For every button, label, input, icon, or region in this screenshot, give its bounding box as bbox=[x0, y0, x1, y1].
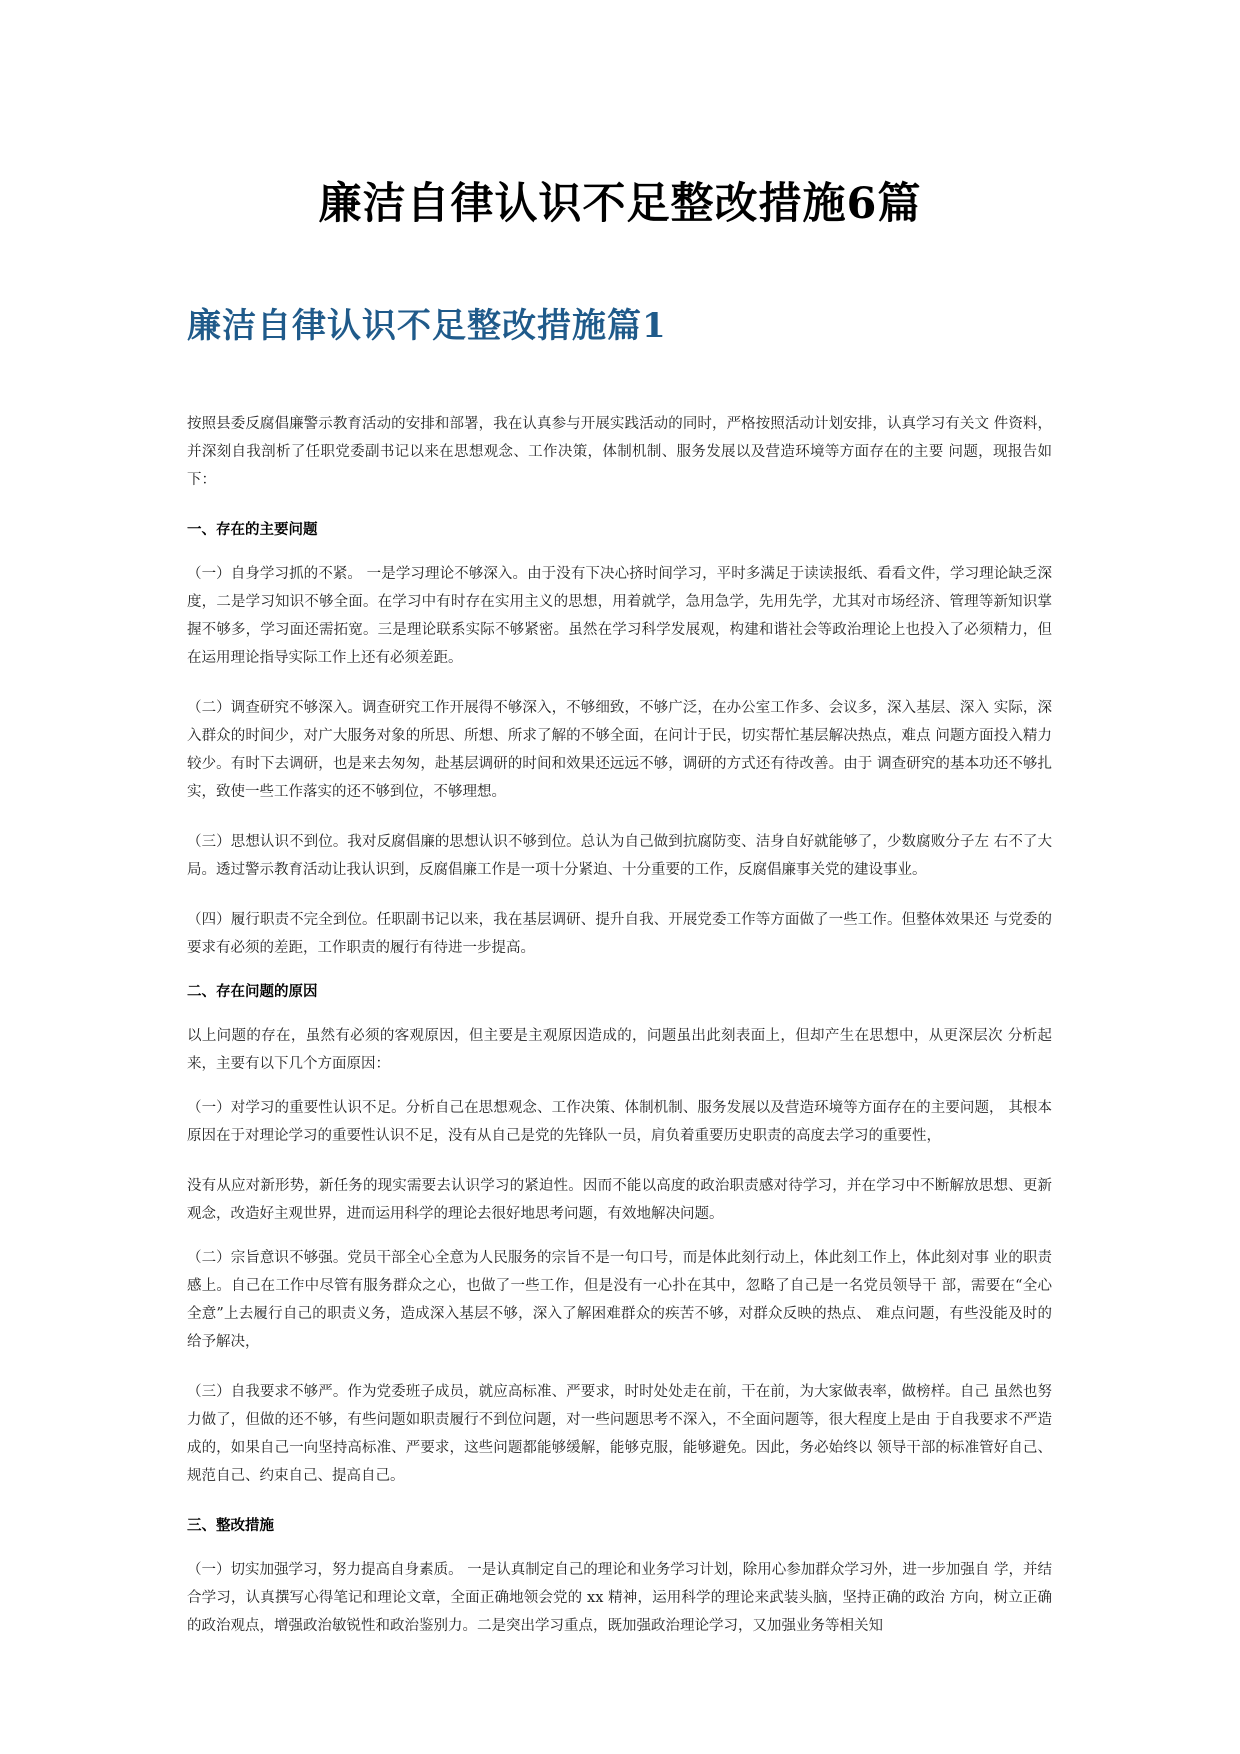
intro-paragraph: 按照县委反腐倡廉警示教育活动的安排和部署，我在认真参与开展实践活动的同时，严格按照活动计划安排，认真学习有关文 件资料，并深刻自我剖析了任职党委副书记以来在思想观念、工作决策，体制机制、服务发展以及营造环境等方面存在的主要 问题，现报告如下： bbox=[187, 416, 1052, 488]
paragraph-problem-4: （四）履行职责不完全到位。任职副书记以来，我在基层调研、提升自我、开展党委工作等方面做了一些工作。但整体效果还 与党委的要求有必须的差距，工作职责的履行有待进一步提高。 bbox=[187, 912, 1052, 956]
section-title: 廉洁自律认识不足整改措施篇1 bbox=[187, 306, 667, 346]
paragraph-measure-1: （一）切实加强学习，努力提高自身素质。 一是认真制定自己的理论和业务学习计划，除用心参加群众学习外，进一步加强自 学，并结合学习，认真撰写心得笔记和理论文章，全面正确地领会党的 xx 精神，运用科学的理论来武装头脑，坚持正确的政治 方向，树立正确的政治观点，增强政治敏锐性和政治鉴别力。二是突出学习重点，既加强政治理论学习，又加强业务等相关知 bbox=[187, 1562, 1052, 1634]
paragraph-causes-intro: 以上问题的存在，虽然有必须的客观原因，但主要是主观原因造成的，问题虽出此刻表面上，但却产生在思想中，从更深层次 分析起来，主要有以下几个方面原因： bbox=[187, 1028, 1052, 1072]
heading-main-problems: 一、存在的主要问题 bbox=[187, 522, 318, 538]
paragraph-cause-1: （一）对学习的重要性认识不足。分析自己在思想观念、工作决策、体制机制、服务发展以及营造环境等方面存在的主要问题， 其根本原因在于对理论学习的重要性认识不足，没有从自己是党的先锋队一员，肩负着重要历史职责的高度去学习的重要性， bbox=[187, 1100, 1052, 1144]
paragraph-problem-3: （三）思想认识不到位。我对反腐倡廉的思想认识不够到位。总认为自己做到抗腐防变、洁身自好就能够了，少数腐败分子左 右不了大局。透过警示教育活动让我认识到，反腐倡廉工作是一项十分紧迫、十分重要的工作，反腐倡廉事关党的建设事业。 bbox=[187, 834, 1052, 878]
paragraph-cause-3: （三）自我要求不够严。作为党委班子成员，就应高标准、严要求，时时处处走在前，干在前，为大家做表率，做榜样。自己 虽然也努力做了，但做的还不够，有些问题如职责履行不到位问题，对一些问题思考不深入，不全面问题等，很大程度上是由 于自我要求不严造成的，如果自己一向坚持高标准、严要求，这些问题都能够缓解，能够克服，能够避免。因此，务必始终以 领导干部的标准管好自己、规范自己、约束自己、提高自己。 bbox=[187, 1384, 1052, 1484]
document-title: 廉洁自律认识不足整改措施6篇 bbox=[318, 179, 922, 229]
document-body bbox=[187, 410, 1052, 1662]
paragraph-cause-2: （二）宗旨意识不够强。党员干部全心全意为人民服务的宗旨不是一句口号，而是体此刻行动上，体此刻工作上，体此刻对事 业的职责感上。自己在工作中尽管有服务群众之心，也做了一些工作，但是没有一心扑在其中，忽略了自己是一名党员领导干 部，需要在“全心全意”上去履行自己的职责义务，造成深入基层不够，深入了解困难群众的疾苦不够，对群众反映的热点、 难点问题，有些没能及时的给予解决， bbox=[187, 1250, 1052, 1350]
paragraph-problem-1: （一）自身学习抓的不紧。 一是学习理论不够深入。由于没有下决心挤时间学习，平时多满足于读读报纸、看看文件，学习理论缺乏深度，二是学习知识不够全面。在学习中有时存在实用主义的思想，用着就学，急用急学，先用先学，尤其对市场经济、管理等新知识掌握不够多，学习面还需拓宽。三是理论联系实际不够紧密。虽然在学习科学发展观，构建和谐社会等政治理论上也投入了必须精力，但在运用理论指导实际工作上还有必须差距。 bbox=[187, 566, 1052, 666]
heading-rectification: 三、整改措施 bbox=[187, 1518, 274, 1534]
paragraph-cause-1-continued: 没有从应对新形势，新任务的现实需要去认识学习的紧迫性。因而不能以高度的政治职责感对待学习，并在学习中不断解放思想、更新观念，改造好主观世界，进而运用科学的理论去很好地思考问题，有效地解决问题。 bbox=[187, 1178, 1052, 1222]
paragraph-problem-2: （二）调查研究不够深入。调查研究工作开展得不够深入，不够细致，不够广泛，在办公室工作多、会议多，深入基层、深入 实际，深入群众的时间少，对广大服务对象的所思、所想、所求了解的不够全面，在问计于民，切实帮忙基层解决热点，难点 问题方面投入精力较少。有时下去调研，也是来去匆匆，赴基层调研的时间和效果还远远不够，调研的方式还有待改善。由于 调查研究的基本功还不够扎实，致使一些工作落实的还不够到位，不够理想。 bbox=[187, 700, 1052, 800]
heading-causes: 二、存在问题的原因 bbox=[187, 984, 318, 1000]
